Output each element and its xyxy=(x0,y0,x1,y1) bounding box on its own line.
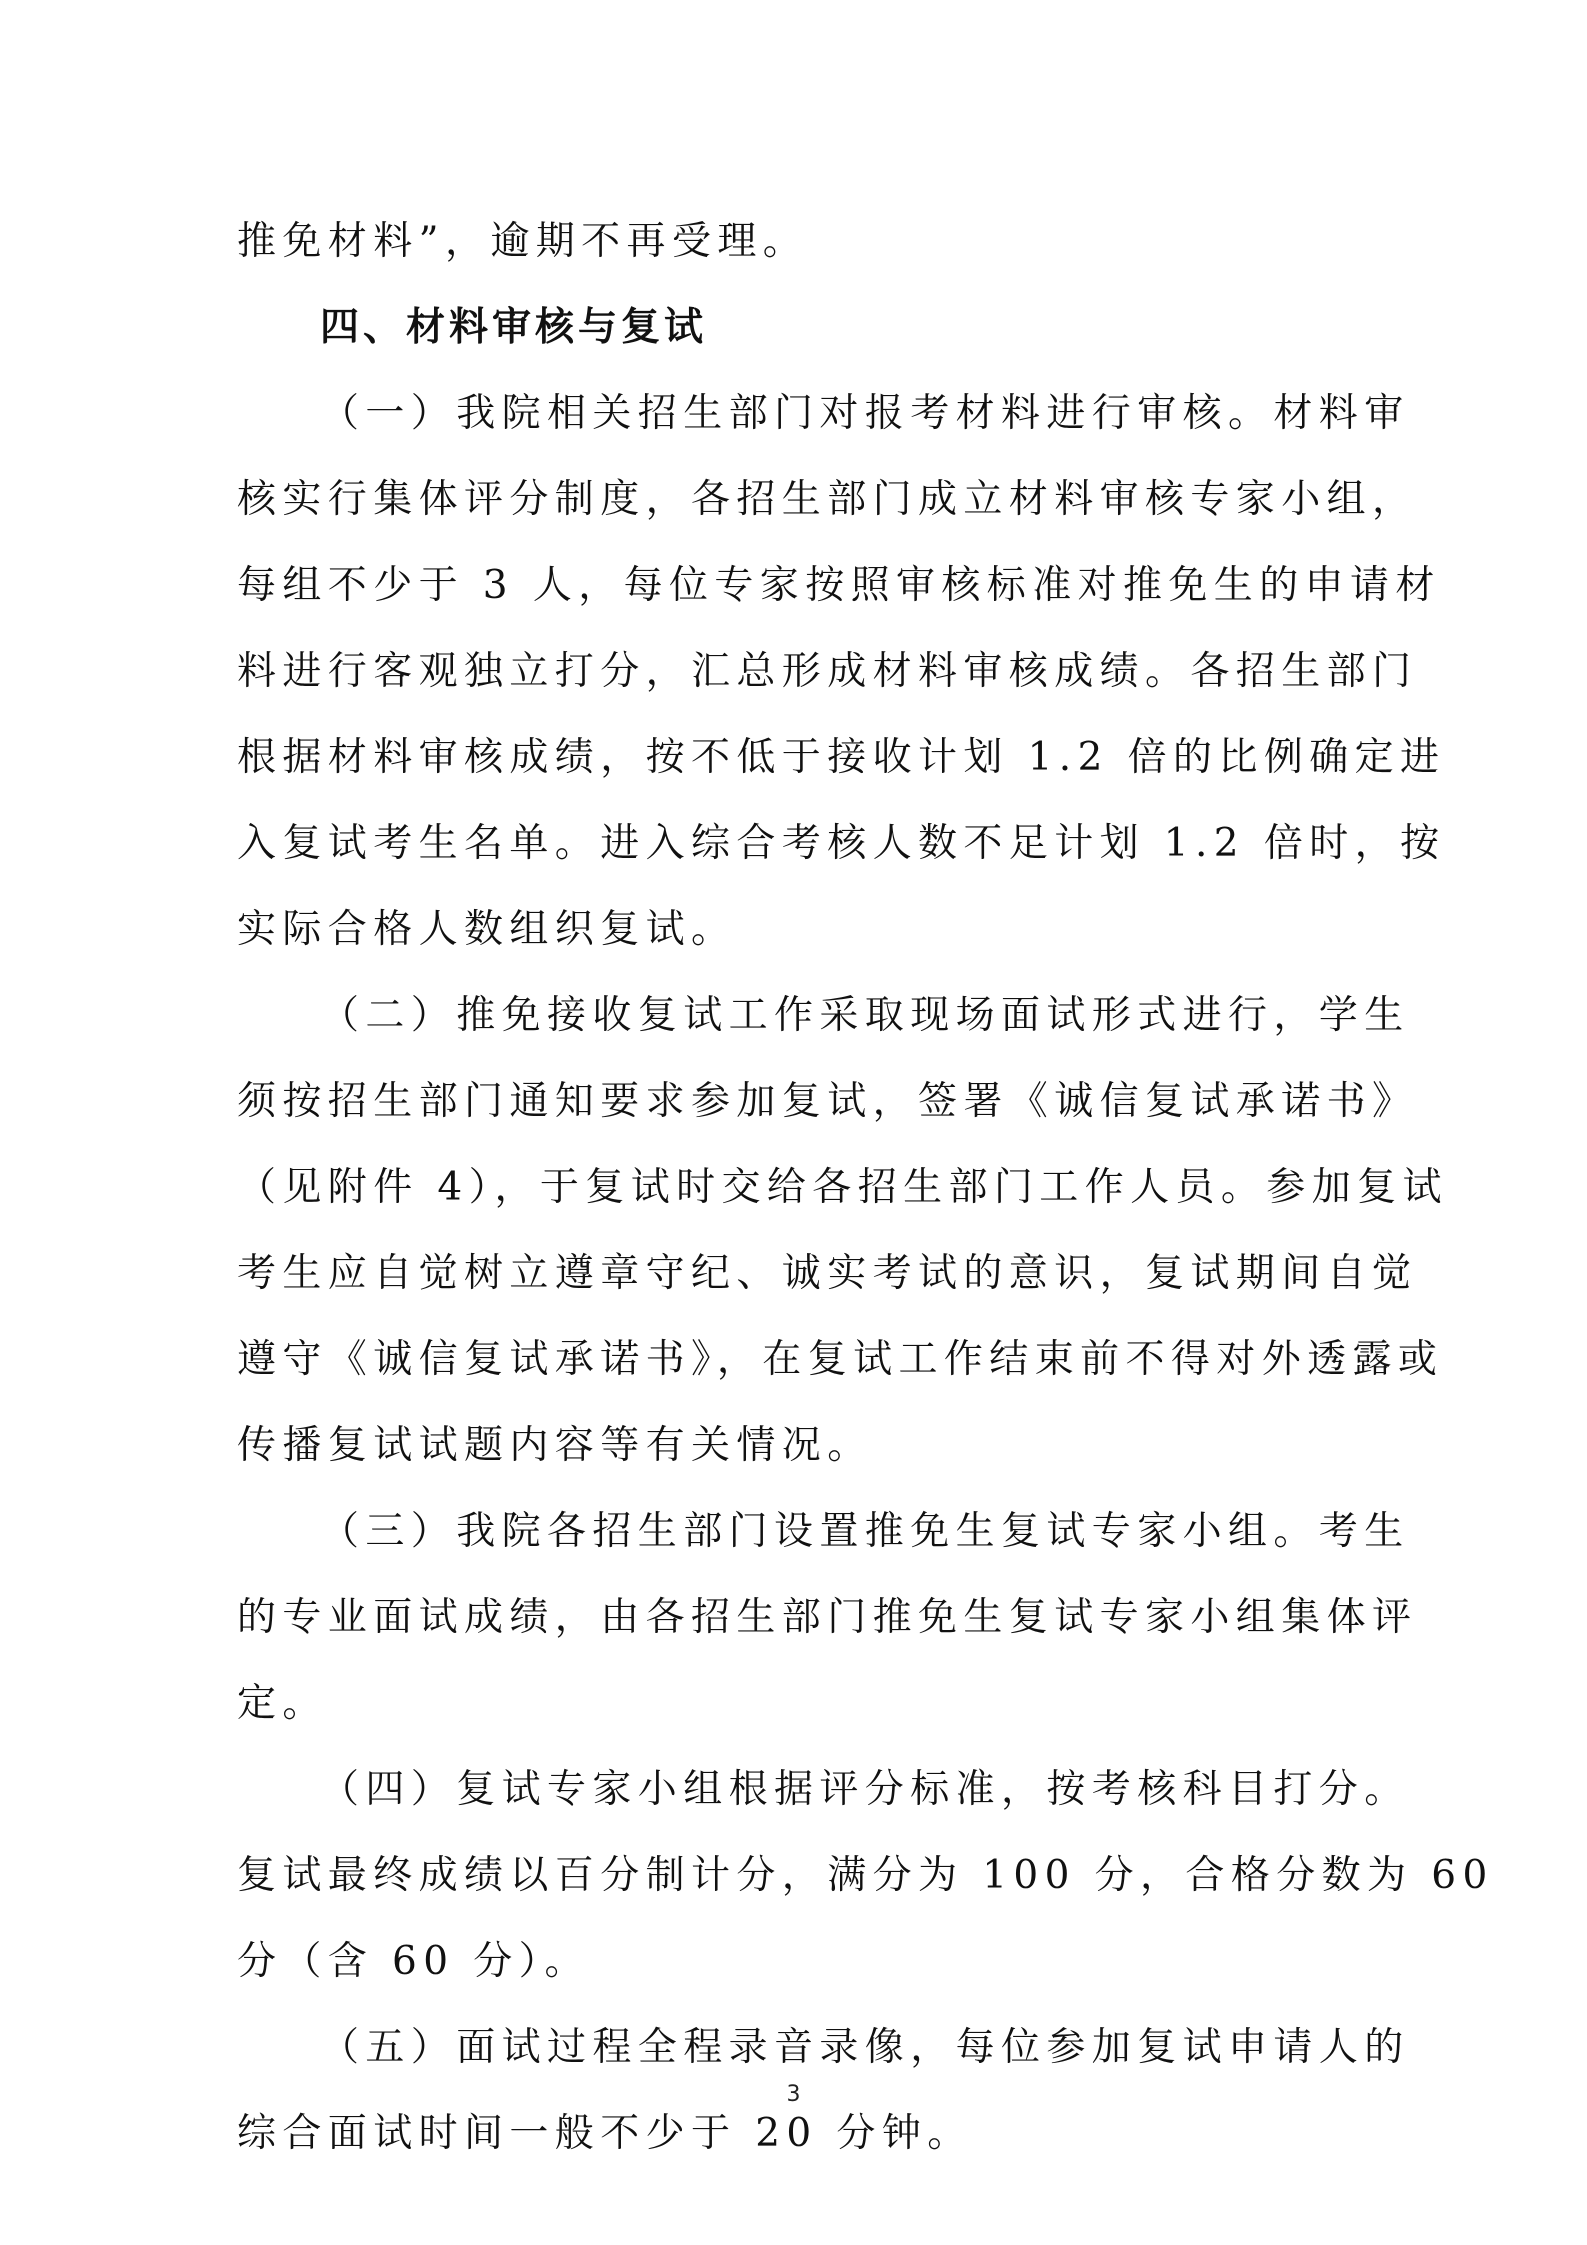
section-heading: 四、材料审核与复试 xyxy=(320,305,708,350)
paragraph-5-line-1: （五）面试过程全程录音录像，每位参加复试申请人的 xyxy=(320,2025,1410,2070)
paragraph-1-line-7: 实际合格人数组织复试。 xyxy=(237,907,737,952)
paragraph-2-line-5: 遵守《诚信复试承诺书》，在复试工作结束前不得对外透露或 xyxy=(237,1337,1444,1382)
paragraph-2-line-1: （二）推免接收复试工作采取现场面试形式进行，学生 xyxy=(320,993,1410,1038)
page-number: 3 xyxy=(786,2082,801,2107)
paragraph-2-line-4: 考生应自觉树立遵章守纪、诚实考试的意识，复试期间自觉 xyxy=(237,1251,1418,1296)
paragraph-5-line-2: 综合面试时间一般不少于 20 分钟。 xyxy=(237,2111,973,2156)
text-line: 推免材料”，逾期不再受理。 xyxy=(237,219,809,264)
paragraph-2-line-2: 须按招生部门通知要求参加复试，签署《诚信复试承诺书》 xyxy=(237,1079,1418,1124)
paragraph-1-line-3: 每组不少于 3 人，每位专家按照审核标准对推免生的申请材 xyxy=(237,563,1441,608)
paragraph-3-line-1: （三）我院各招生部门设置推免生复试专家小组。考生 xyxy=(320,1509,1410,1554)
paragraph-4-line-1: （四）复试专家小组根据评分标准，按考核科目打分。 xyxy=(320,1767,1410,1812)
paragraph-1-line-6: 入复试考生名单。进入综合考核人数不足计划 1.2 倍时，按 xyxy=(237,821,1446,866)
paragraph-4-line-3: 分（含 60 分）。 xyxy=(237,1939,590,1984)
paragraph-4-line-2: 复试最终成绩以百分制计分，满分为 100 分，合格分数为 60 xyxy=(237,1853,1494,1898)
paragraph-2-line-3: （见附件 4），于复试时交给各招生部门工作人员。参加复试 xyxy=(237,1165,1448,1210)
paragraph-3-line-2: 的专业面试成绩，由各招生部门推免生复试专家小组集体评 xyxy=(237,1595,1418,1640)
paragraph-1-line-4: 料进行客观独立打分，汇总形成材料审核成绩。各招生部门 xyxy=(237,649,1418,694)
paragraph-1-line-2: 核实行集体评分制度，各招生部门成立材料审核专家小组， xyxy=(237,477,1418,522)
paragraph-3-line-3: 定。 xyxy=(237,1681,328,1726)
paragraph-1-line-1: （一）我院相关招生部门对报考材料进行审核。材料审 xyxy=(320,391,1410,436)
paragraph-1-line-5: 根据材料审核成绩，按不低于接收计划 1.2 倍的比例确定进 xyxy=(237,735,1446,780)
paragraph-2-line-6: 传播复试试题内容等有关情况。 xyxy=(237,1423,873,1468)
